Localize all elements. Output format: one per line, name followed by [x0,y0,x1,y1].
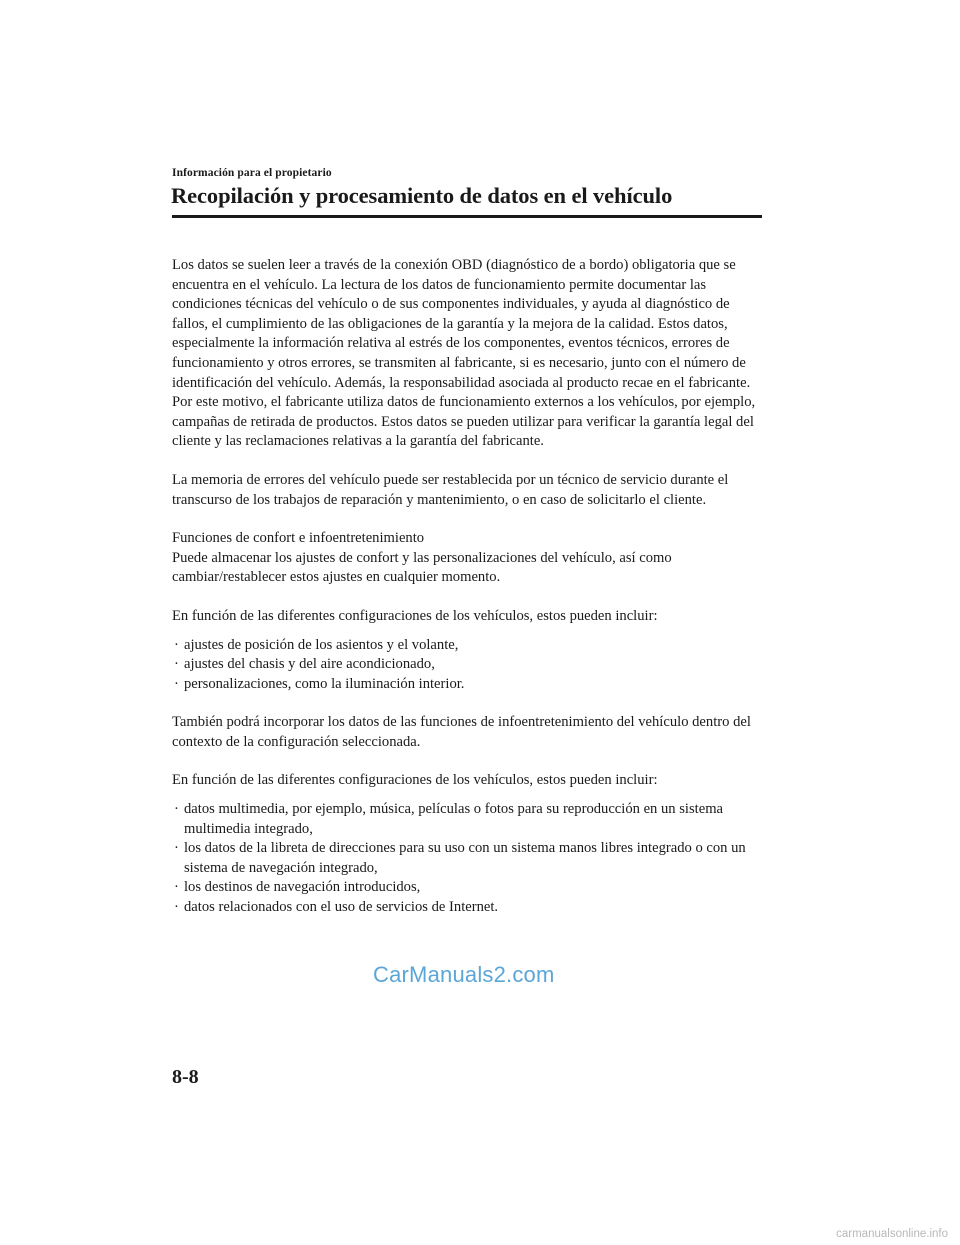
paragraph-comfort-text: Puede almacenar los ajustes de confort y las personalizaciones del vehículo, así como cambiar/restablecer estos ajustes en cualquier momento. [172,549,672,586]
title-rule [172,215,762,218]
list-infotainment-data [172,800,764,918]
site-watermark: carmanualsonline.info [836,1228,948,1240]
paragraph-obd: Los datos se suelen leer a través de la conexión OBD (diagnóstico de a bordo) obligatoria que se encuentra en el vehículo. La lectura de los datos de funcionamiento permite documentar las condiciones técnicas del vehículo o de sus componentes individuales, y ayuda al diagnóstico de fallos, el cumplimiento de las obligaciones de la garantía y la mejora de la calidad. Estos datos, especialmente la información relativa al estrés de los componentes, eventos técnicos, errores de funcionamiento y otros errores, se transmiten al fabricante, si es necesario, junto con el número de identificación del vehículo. Además, la responsabilidad asociada al producto recae en el fabricante. Por este motivo, el fabricante utiliza datos de funcionamiento externos a los vehículos, por ejemplo, campañas de retirada de productos. Estos datos se pueden utilizar para verificar la garantía legal del cliente y las reclamaciones relativas a la garantía del fabricante. [172,257,756,450]
paragraph-config-intro-2: En función de las diferentes configuraciones de los vehículos, estos pueden incluir: [172,772,658,789]
list-item: · ajustes de posición de los asientos y el volante, [172,636,764,656]
bullet-icon: · [174,899,179,916]
subheading-comfort: Funciones de confort e infoentretenimiento [172,530,425,547]
list-item: · personalizaciones, como la iluminación interior. [172,675,764,695]
bullet-icon: · [174,801,179,818]
bullet-icon: · [174,675,179,692]
paragraph-infotainment: También podrá incorporar los datos de las funciones de infoentretenimiento del vehículo dentro del contexto de la configuración seleccionada. [172,714,751,750]
paragraph-error-memory: La memoria de errores del vehículo puede ser restablecida por un técnico de servicio durante el transcurso de los trabajos de reparación y mantenimiento, o en caso de solicitarlo el cliente. [172,471,729,508]
bullet-icon: · [174,879,179,896]
bullet-icon: · [174,840,179,857]
bullet-icon: · [174,656,179,673]
section-label: Información para el propietario [172,167,332,179]
list-item: · datos multimedia, por ejemplo, música, películas o fotos para su reproducción en un sistema multimedia integrado, [174,801,724,837]
page-number: 8-8 [172,1066,199,1088]
paragraph-config-intro-1: En función de las diferentes configuraciones de los vehículos, estos pueden incluir: [172,607,658,624]
list-item: · ajustes del chasis y del aire acondicionado, [172,655,764,675]
list-item: · datos relacionados con el uso de servicios de Internet. [172,898,764,918]
body-text [172,256,764,937]
page-title: Recopilación y procesamiento de datos en el vehículo [171,183,673,208]
watermark-logo: CarManuals2.com [373,962,555,987]
list-item: · los datos de la libreta de direcciones para su uso con un sistema manos libres integrado o con un sistema de navegación integrado, [174,840,746,876]
list-comfort-settings [172,636,764,695]
paragraph-comfort [172,529,764,588]
list-item: · los destinos de navegación introducidos, [172,878,764,898]
bullet-icon: · [174,636,179,653]
